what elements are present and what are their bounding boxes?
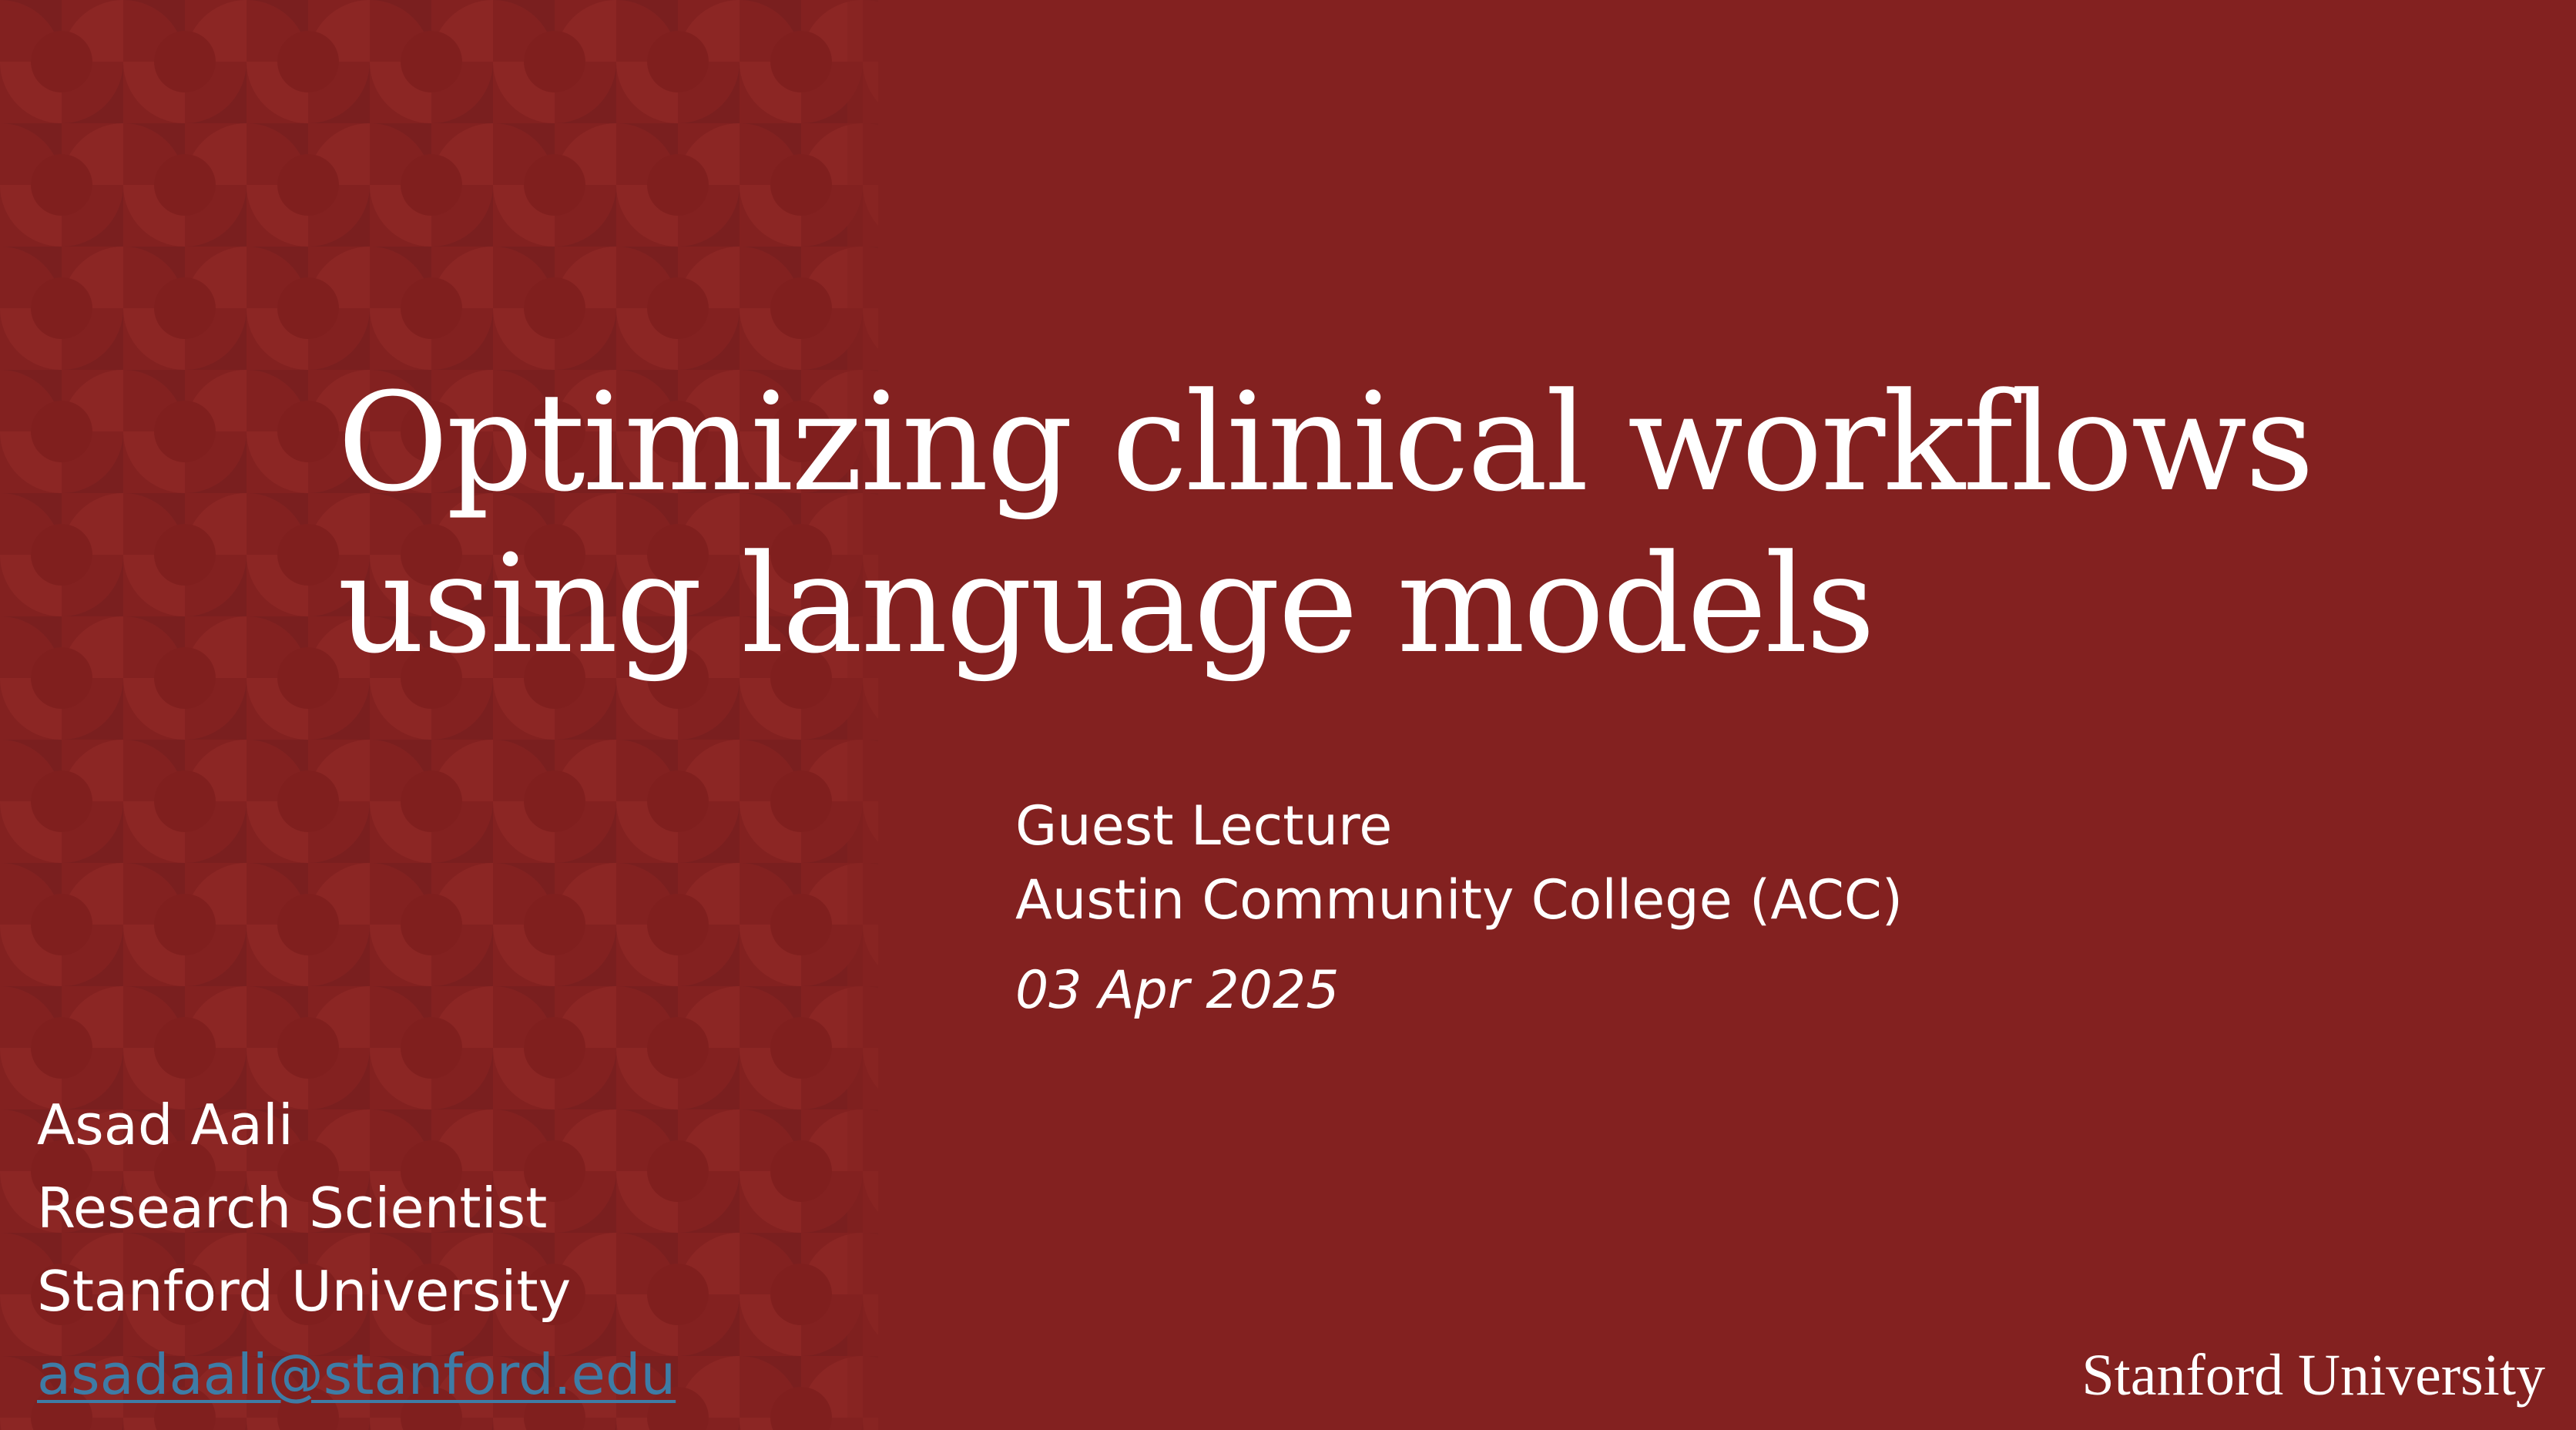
author-name: Asad Aali	[37, 1093, 293, 1157]
author-block	[37, 1083, 676, 1416]
author-organization: Stanford University	[37, 1259, 572, 1324]
event-info	[1015, 789, 1903, 937]
title-line-1: Optimizing clinical workflows	[337, 364, 2313, 522]
stanford-logo: Stanford University	[2081, 1343, 2545, 1408]
title-line-2: using language models	[337, 525, 1873, 683]
slide-title	[337, 362, 2417, 686]
author-role: Research Scientist	[37, 1176, 548, 1240]
author-email-link[interactable]: asadaali@stanford.edu	[37, 1342, 676, 1407]
event-date: 03 Apr 2025	[1015, 960, 1340, 1021]
event-venue: Austin Community College (ACC)	[1015, 868, 1903, 932]
event-type: Guest Lecture	[1015, 794, 1393, 858]
